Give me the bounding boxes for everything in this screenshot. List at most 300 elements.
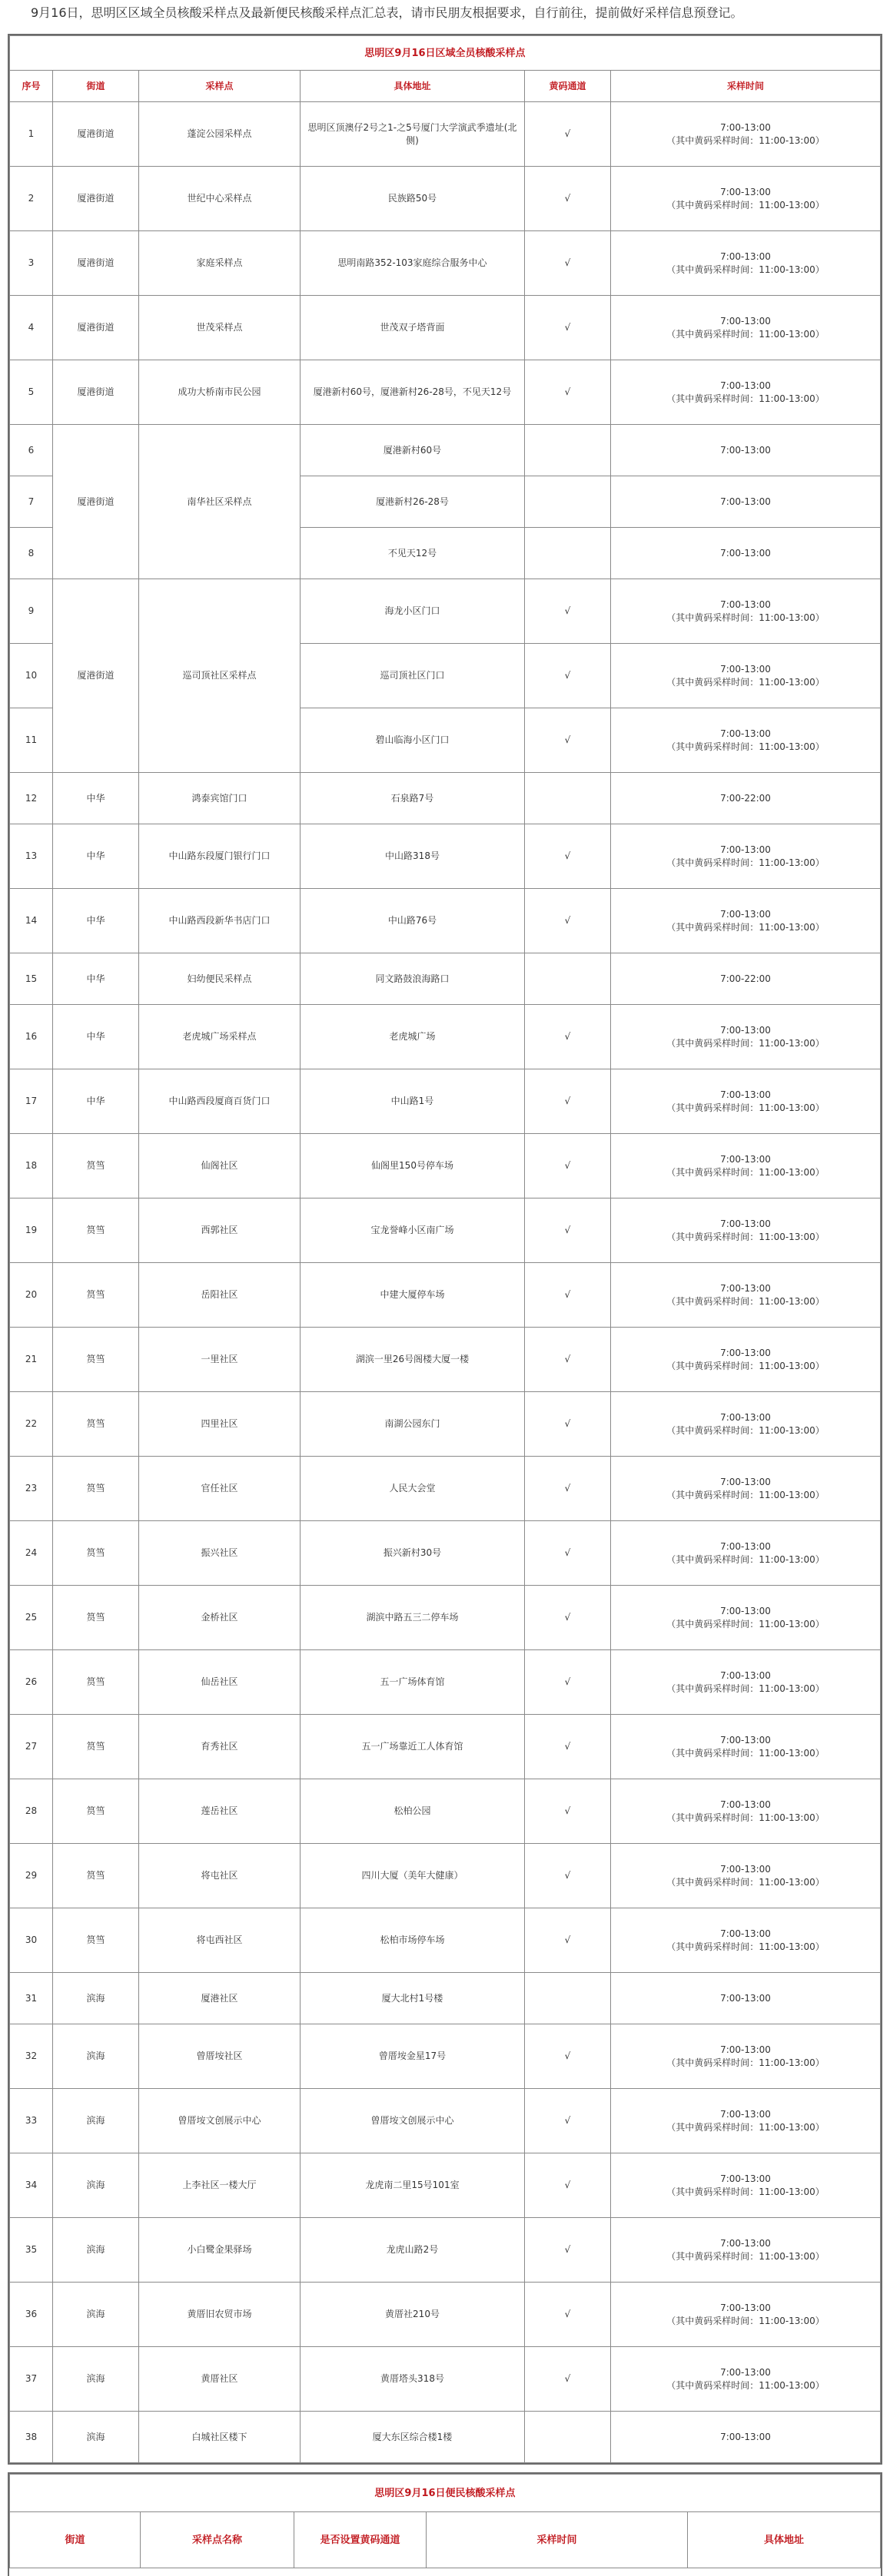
header-time: 采样时间	[611, 71, 881, 102]
time-yellow-note: （其中黄码采样时间：11:00-13:00）	[666, 1102, 825, 1113]
cell-address: 曾厝垵金星17号	[301, 2024, 525, 2089]
cell-time	[611, 953, 881, 1005]
cell-site: 巡司顶社区采样点	[139, 579, 301, 773]
cell-site: 官任社区	[139, 1457, 301, 1521]
cell-street: 滨海	[53, 2283, 139, 2347]
cell-street: 厦港街道	[53, 102, 139, 167]
cell-time	[611, 644, 881, 708]
cell-site: 世纪中心采样点	[139, 167, 301, 231]
cell-no: 6	[10, 425, 53, 476]
time-yellow-note: （其中黄码采样时间：11:00-13:00）	[666, 1683, 825, 1694]
table-row	[10, 2412, 881, 2463]
table-row	[10, 1263, 881, 1328]
header-yellow-lane: 黄码通道	[525, 71, 611, 102]
cell-no: 3	[10, 231, 53, 296]
time-yellow-note: （其中黄码采样时间：11:00-13:00）	[666, 612, 825, 623]
cell-street: 筼筜	[53, 1844, 139, 1908]
time-range: 7:00-13:00	[720, 2302, 771, 2313]
cell-yellow-lane	[525, 953, 611, 1005]
time-range: 7:00-13:00	[720, 1669, 771, 1681]
cell-street: 筼筜	[53, 1392, 139, 1457]
cell-street: 筼筜	[53, 1328, 139, 1392]
time-yellow-note: （其中黄码采样时间：11:00-13:00）	[666, 2057, 825, 2068]
cell-time	[611, 425, 881, 476]
cell-address: 曾厝垵文创展示中心	[301, 2089, 525, 2153]
cell-no: 23	[10, 1457, 53, 1521]
time-range: 7:00-13:00	[720, 1992, 771, 2004]
time-yellow-note: （其中黄码采样时间：11:00-13:00）	[666, 1812, 825, 1823]
cell-yellow-lane	[525, 528, 611, 579]
cell-site: 曾厝垵社区	[139, 2024, 301, 2089]
cell-yellow-lane: √	[525, 1586, 611, 1650]
table-row	[10, 579, 881, 644]
time-range: 7:00-13:00	[720, 1540, 771, 1552]
cell-yellow-lane: √	[525, 644, 611, 708]
time-yellow-note: （其中黄码采样时间：11:00-13:00）	[666, 676, 825, 688]
time-yellow-note: （其中黄码采样时间：11:00-13:00）	[666, 1166, 825, 1178]
time-range: 7:00-13:00	[720, 2044, 771, 2055]
cell-address: 五一广场靠近工人体育馆	[301, 1715, 525, 1779]
cell-time	[611, 1779, 881, 1844]
table-row	[10, 2089, 881, 2153]
table-row	[10, 167, 881, 231]
table-row	[10, 1069, 881, 1134]
cell-time	[611, 360, 881, 425]
cell-address: 不见天12号	[301, 528, 525, 579]
time-yellow-note: （其中黄码采样时间：11:00-13:00）	[666, 1360, 825, 1371]
table-row	[10, 231, 881, 296]
table-row	[10, 1586, 881, 1650]
cell-address: 南湖公园东门	[301, 1392, 525, 1457]
cell-address: 海龙小区门口	[301, 579, 525, 644]
cell-yellow-lane: √	[525, 231, 611, 296]
table-row	[10, 1457, 881, 1521]
cell-yellow-lane: √	[525, 360, 611, 425]
time-range: 7:00-13:00	[720, 1282, 771, 1294]
header2-site-name: 采样点名称	[141, 2512, 294, 2568]
cell-site: 仙岳社区	[139, 1650, 301, 1715]
time-yellow-note: （其中黄码采样时间：11:00-13:00）	[666, 2121, 825, 2133]
cell-yellow-lane: √	[525, 1844, 611, 1908]
cell-time	[611, 1263, 881, 1328]
table-title-2: 思明区9月16日便民核酸采样点	[10, 2475, 881, 2512]
time-range: 7:00-13:00	[720, 1024, 771, 1036]
cell-site: 岳阳社区	[139, 1263, 301, 1328]
time-range: 7:00-13:00	[720, 496, 771, 507]
cell-yellow-lane: √	[525, 1134, 611, 1198]
cell-street: 中华	[53, 824, 139, 889]
time-yellow-note: （其中黄码采样时间：11:00-13:00）	[666, 264, 825, 275]
cell-street: 中华	[53, 1005, 139, 1069]
cell-time	[611, 1973, 881, 2024]
cell-site: 西郭社区	[139, 1198, 301, 1263]
cell-yellow-lane	[525, 425, 611, 476]
time-yellow-note: （其中黄码采样时间：11:00-13:00）	[666, 741, 825, 752]
cell-time	[611, 2347, 881, 2412]
cell-no: 2	[10, 167, 53, 231]
cell-site: 将屯社区	[139, 1844, 301, 1908]
cell-yellow-lane: √	[525, 102, 611, 167]
cell-no: 30	[10, 1908, 53, 1973]
cell-street: 中华	[53, 953, 139, 1005]
cell-site: 蓬淀公园采样点	[139, 102, 301, 167]
time-range: 7:00-13:00	[720, 2431, 771, 2442]
cell-street: 筼筜	[53, 1650, 139, 1715]
cell-no: 1	[10, 102, 53, 167]
cell-yellow-lane: √	[525, 296, 611, 360]
intro-text: 9月16日，思明区区域全员核酸采样点及最新便民核酸采样点汇总表，请市民朋友根据要求，自行前往，提前做好采样信息预登记。	[31, 5, 743, 20]
cell-address: 仙阁里150号停车场	[301, 1134, 525, 1198]
table-row	[10, 1392, 881, 1457]
cell-time	[611, 1328, 881, 1392]
cell-street: 滨海	[53, 2089, 139, 2153]
cell-site: 中山路西段厦商百货门口	[139, 1069, 301, 1134]
time-yellow-note: （其中黄码采样时间：11:00-13:00）	[666, 1295, 825, 1307]
time-range: 7:00-13:00	[720, 728, 771, 739]
cell-site: 育秀社区	[139, 1715, 301, 1779]
time-yellow-note: （其中黄码采样时间：11:00-13:00）	[666, 2186, 825, 2197]
cell-site: 中山路东段厦门银行门口	[139, 824, 301, 889]
cell-address: 世茂双子塔背面	[301, 296, 525, 360]
cell-time	[611, 2153, 881, 2218]
table-row	[10, 1328, 881, 1392]
time-range: 7:00-13:00	[720, 1476, 771, 1487]
cell-yellow-lane	[525, 2412, 611, 2463]
time-yellow-note: （其中黄码采样时间：11:00-13:00）	[666, 921, 825, 933]
table-row	[10, 1779, 881, 1844]
cell-yellow-lane: √	[525, 579, 611, 644]
time-range: 7:00-22:00	[720, 973, 771, 984]
cell-site: 厦港社区	[139, 1973, 301, 2024]
cell-yellow-lane: √	[525, 1069, 611, 1134]
table-row	[10, 1134, 881, 1198]
cell-no: 10	[10, 644, 53, 708]
time-range: 7:00-13:00	[720, 250, 771, 262]
table-row	[10, 360, 881, 425]
table-row	[10, 824, 881, 889]
cell-no: 19	[10, 1198, 53, 1263]
cell-site: 曾厝垵文创展示中心	[139, 2089, 301, 2153]
cell-yellow-lane	[525, 773, 611, 824]
cell-no: 31	[10, 1973, 53, 2024]
cell-time	[611, 824, 881, 889]
cell-yellow-lane	[525, 1973, 611, 2024]
table-row	[10, 2283, 881, 2347]
time-yellow-note: （其中黄码采样时间：11:00-13:00）	[666, 1424, 825, 1436]
time-yellow-note: （其中黄码采样时间：11:00-13:00）	[666, 199, 825, 211]
cell-yellow-lane: √	[525, 1392, 611, 1457]
table-row	[10, 773, 881, 824]
cell-address: 龙虎山路2号	[301, 2218, 525, 2283]
time-range: 7:00-13:00	[720, 2173, 771, 2184]
table-row	[10, 1198, 881, 1263]
cell-yellow-lane: √	[525, 1715, 611, 1779]
cell-street: 筼筜	[53, 1457, 139, 1521]
table-row	[10, 1650, 881, 1715]
header2-yellow-lane: 是否设置黄码通道	[294, 2512, 427, 2568]
cell-street: 筼筜	[53, 1586, 139, 1650]
cell-yellow-lane: √	[525, 1908, 611, 1973]
cell-site: 四里社区	[139, 1392, 301, 1457]
cell-yellow-lane: √	[525, 1005, 611, 1069]
header-address: 具体地址	[301, 71, 525, 102]
header-no: 序号	[10, 71, 53, 102]
cell-time	[611, 231, 881, 296]
cell-no: 16	[10, 1005, 53, 1069]
cell-address: 中山路318号	[301, 824, 525, 889]
cell-address: 中建大厦停车场	[301, 1263, 525, 1328]
cell-address: 巡司顶社区门口	[301, 644, 525, 708]
time-range: 7:00-13:00	[720, 1734, 771, 1746]
cell-address: 碧山临海小区门口	[301, 708, 525, 773]
cell-street: 筼筜	[53, 1198, 139, 1263]
time-range: 7:00-13:00	[720, 2237, 771, 2249]
cell-address: 厦港新村60号，厦港新村26-28号，不见天12号	[301, 360, 525, 425]
time-yellow-note: （其中黄码采样时间：11:00-13:00）	[666, 2379, 825, 2391]
time-range: 7:00-13:00	[720, 598, 771, 610]
cell-time	[611, 1134, 881, 1198]
table-row	[10, 425, 881, 476]
cell-no: 5	[10, 360, 53, 425]
cell-site: 黄厝社区	[139, 2347, 301, 2412]
convenience-sampling-table	[8, 2472, 882, 2576]
table-row	[10, 2024, 881, 2089]
table-title: 思明区9月16日区域全员核酸采样点	[10, 36, 881, 71]
table-row	[10, 1005, 881, 1069]
cell-no: 20	[10, 1263, 53, 1328]
cell-site: 南华社区采样点	[139, 425, 301, 579]
cell-no: 32	[10, 2024, 53, 2089]
cell-yellow-lane: √	[525, 167, 611, 231]
cell-address: 振兴新村30号	[301, 1521, 525, 1586]
cell-street: 筼筜	[53, 1779, 139, 1844]
cell-no: 9	[10, 579, 53, 644]
cell-no: 25	[10, 1586, 53, 1650]
cell-yellow-lane: √	[525, 2024, 611, 2089]
cell-site: 莲岳社区	[139, 1779, 301, 1844]
cell-address: 湖滨中路五三二停车场	[301, 1586, 525, 1650]
table-row	[10, 2153, 881, 2218]
cell-no: 38	[10, 2412, 53, 2463]
cell-site: 世茂采样点	[139, 296, 301, 360]
time-yellow-note: （其中黄码采样时间：11:00-13:00）	[666, 1553, 825, 1565]
cell-address: 人民大会堂	[301, 1457, 525, 1521]
time-range: 7:00-13:00	[720, 844, 771, 855]
table-row	[10, 1908, 881, 1973]
time-yellow-note: （其中黄码采样时间：11:00-13:00）	[666, 1876, 825, 1888]
cell-street: 厦港街道	[53, 167, 139, 231]
header-site: 采样点	[139, 71, 301, 102]
cell-yellow-lane: √	[525, 1263, 611, 1328]
cell-street: 滨海	[53, 2153, 139, 2218]
cell-site: 鸿泰宾馆门口	[139, 773, 301, 824]
time-range: 7:00-13:00	[720, 2366, 771, 2378]
cell-site: 老虎城广场采样点	[139, 1005, 301, 1069]
time-range: 7:00-13:00	[720, 1799, 771, 1810]
cell-street: 中华	[53, 889, 139, 953]
time-range: 7:00-13:00	[720, 1153, 771, 1165]
cell-street: 厦港街道	[53, 579, 139, 773]
cell-street: 厦港街道	[53, 425, 139, 579]
cell-time	[611, 2024, 881, 2089]
cell-yellow-lane	[525, 476, 611, 528]
cell-yellow-lane: √	[525, 824, 611, 889]
cell-no: 7	[10, 476, 53, 528]
time-range: 7:00-13:00	[720, 1863, 771, 1875]
table-row	[10, 2347, 881, 2412]
cell-no: 33	[10, 2089, 53, 2153]
cell-site: 一里社区	[139, 1328, 301, 1392]
header2-street: 街道	[10, 2512, 141, 2568]
table-row	[10, 2218, 881, 2283]
cell-no: 24	[10, 1521, 53, 1586]
cell-no: 15	[10, 953, 53, 1005]
cell-yellow-lane: √	[525, 1457, 611, 1521]
cell-site: 将屯西社区	[139, 1908, 301, 1973]
cell-site: 中山路西段新华书店门口	[139, 889, 301, 953]
time-range: 7:00-13:00	[720, 663, 771, 675]
cell-street: 厦港街道	[53, 231, 139, 296]
cell-site: 黄厝旧农贸市场	[139, 2283, 301, 2347]
cell-street: 筼筜	[53, 1521, 139, 1586]
cell-yellow-lane: √	[525, 1779, 611, 1844]
cell-no: 29	[10, 1844, 53, 1908]
time-range: 7:00-13:00	[720, 121, 771, 133]
table-row	[10, 296, 881, 360]
cell-time	[611, 296, 881, 360]
cell-yellow-lane: √	[525, 2153, 611, 2218]
cell-address: 黄厝塔头318号	[301, 2347, 525, 2412]
header-street: 街道	[53, 71, 139, 102]
cell-site: 金桥社区	[139, 1586, 301, 1650]
cell-site: 小白鹭金果驿场	[139, 2218, 301, 2283]
cell-street: 筼筜	[53, 1263, 139, 1328]
cell-address: 五一广场体育馆	[301, 1650, 525, 1715]
cell-street: 筼筜	[53, 1134, 139, 1198]
table-row	[10, 1973, 881, 2024]
time-range: 7:00-13:00	[720, 1089, 771, 1100]
time-range: 7:00-13:00	[720, 1605, 771, 1616]
cell-time	[611, 2412, 881, 2463]
cell-street: 滨海	[53, 2412, 139, 2463]
cell-yellow-lane: √	[525, 1328, 611, 1392]
cell-time	[611, 1715, 881, 1779]
time-range: 7:00-13:00	[720, 1928, 771, 1939]
time-range: 7:00-13:00	[720, 315, 771, 327]
cell-no: 26	[10, 1650, 53, 1715]
cell-site: 成功大桥南市民公园	[139, 360, 301, 425]
cell-street: 筼筜	[53, 1908, 139, 1973]
cell-time	[611, 167, 881, 231]
cell-street: 筼筜	[53, 1715, 139, 1779]
time-range: 7:00-22:00	[720, 792, 771, 804]
time-yellow-note: （其中黄码采样时间：11:00-13:00）	[666, 134, 825, 146]
cell-address: 黄厝社210号	[301, 2283, 525, 2347]
cell-time	[611, 1650, 881, 1715]
cell-address: 思明南路352-103家庭综合服务中心	[301, 231, 525, 296]
cell-address: 四川大厦（美年大健康）	[301, 1844, 525, 1908]
cell-site: 白城社区楼下	[139, 2412, 301, 2463]
time-range: 7:00-13:00	[720, 908, 771, 920]
cell-site: 妇幼便民采样点	[139, 953, 301, 1005]
time-yellow-note: （其中黄码采样时间：11:00-13:00）	[666, 1747, 825, 1759]
cell-time	[611, 102, 881, 167]
time-yellow-note: （其中黄码采样时间：11:00-13:00）	[666, 2250, 825, 2262]
cell-address: 厦大东区综合楼1楼	[301, 2412, 525, 2463]
cell-street: 滨海	[53, 2347, 139, 2412]
cell-time	[611, 528, 881, 579]
cell-address: 厦港新村26-28号	[301, 476, 525, 528]
time-range: 7:00-13:00	[720, 1411, 771, 1423]
cell-address: 宝龙誉峰小区南广场	[301, 1198, 525, 1263]
cell-no: 35	[10, 2218, 53, 2283]
cell-yellow-lane: √	[525, 2089, 611, 2153]
cell-time	[611, 2218, 881, 2283]
cell-address: 松柏公园	[301, 1779, 525, 1844]
cell-yellow-lane: √	[525, 2347, 611, 2412]
time-yellow-note: （其中黄码采样时间：11:00-13:00）	[666, 1231, 825, 1242]
cell-time	[611, 1844, 881, 1908]
cell-yellow-lane: √	[525, 1521, 611, 1586]
cell-yellow-lane: √	[525, 2283, 611, 2347]
cell-street: 滨海	[53, 2218, 139, 2283]
cell-street: 中华	[53, 1069, 139, 1134]
time-yellow-note: （其中黄码采样时间：11:00-13:00）	[666, 1037, 825, 1049]
cell-yellow-lane: √	[525, 1650, 611, 1715]
cell-yellow-lane: √	[525, 1198, 611, 1263]
cell-address: 中山路1号	[301, 1069, 525, 1134]
time-range: 7:00-13:00	[720, 380, 771, 391]
time-yellow-note: （其中黄码采样时间：11:00-13:00）	[666, 328, 825, 340]
cell-address: 石泉路7号	[301, 773, 525, 824]
cell-site: 家庭采样点	[139, 231, 301, 296]
cell-yellow-lane: √	[525, 889, 611, 953]
cell-time	[611, 476, 881, 528]
cell-no: 21	[10, 1328, 53, 1392]
cell-no: 14	[10, 889, 53, 953]
table-row	[10, 102, 881, 167]
cell-address: 厦大北村1号楼	[301, 1973, 525, 2024]
cell-time	[611, 2089, 881, 2153]
header2-time: 采样时间	[427, 2512, 688, 2568]
area-sampling-table	[8, 34, 882, 2465]
time-yellow-note: （其中黄码采样时间：11:00-13:00）	[666, 2315, 825, 2326]
cell-no: 27	[10, 1715, 53, 1779]
cell-no: 28	[10, 1779, 53, 1844]
cell-time	[611, 708, 881, 773]
cell-no: 37	[10, 2347, 53, 2412]
cell-address: 同文路鼓浪海路口	[301, 953, 525, 1005]
time-yellow-note: （其中黄码采样时间：11:00-13:00）	[666, 393, 825, 404]
cell-time	[611, 579, 881, 644]
cell-address: 老虎城广场	[301, 1005, 525, 1069]
cell-time	[611, 1198, 881, 1263]
cell-address: 思明区顶澳仔2号之1-之5号厦门大学演武季遗址(北侧)	[301, 102, 525, 167]
cell-no: 17	[10, 1069, 53, 1134]
cell-time	[611, 1521, 881, 1586]
cell-time	[611, 2283, 881, 2347]
table-row	[10, 1521, 881, 1586]
cell-time	[611, 889, 881, 953]
time-range: 7:00-13:00	[720, 1347, 771, 1358]
cell-address: 厦港新村60号	[301, 425, 525, 476]
cell-no: 34	[10, 2153, 53, 2218]
cell-address: 松柏市场停车场	[301, 1908, 525, 1973]
cell-address: 湖滨一里26号阁楼大厦一楼	[301, 1328, 525, 1392]
cell-no: 22	[10, 1392, 53, 1457]
cell-no: 13	[10, 824, 53, 889]
cell-address: 中山路76号	[301, 889, 525, 953]
